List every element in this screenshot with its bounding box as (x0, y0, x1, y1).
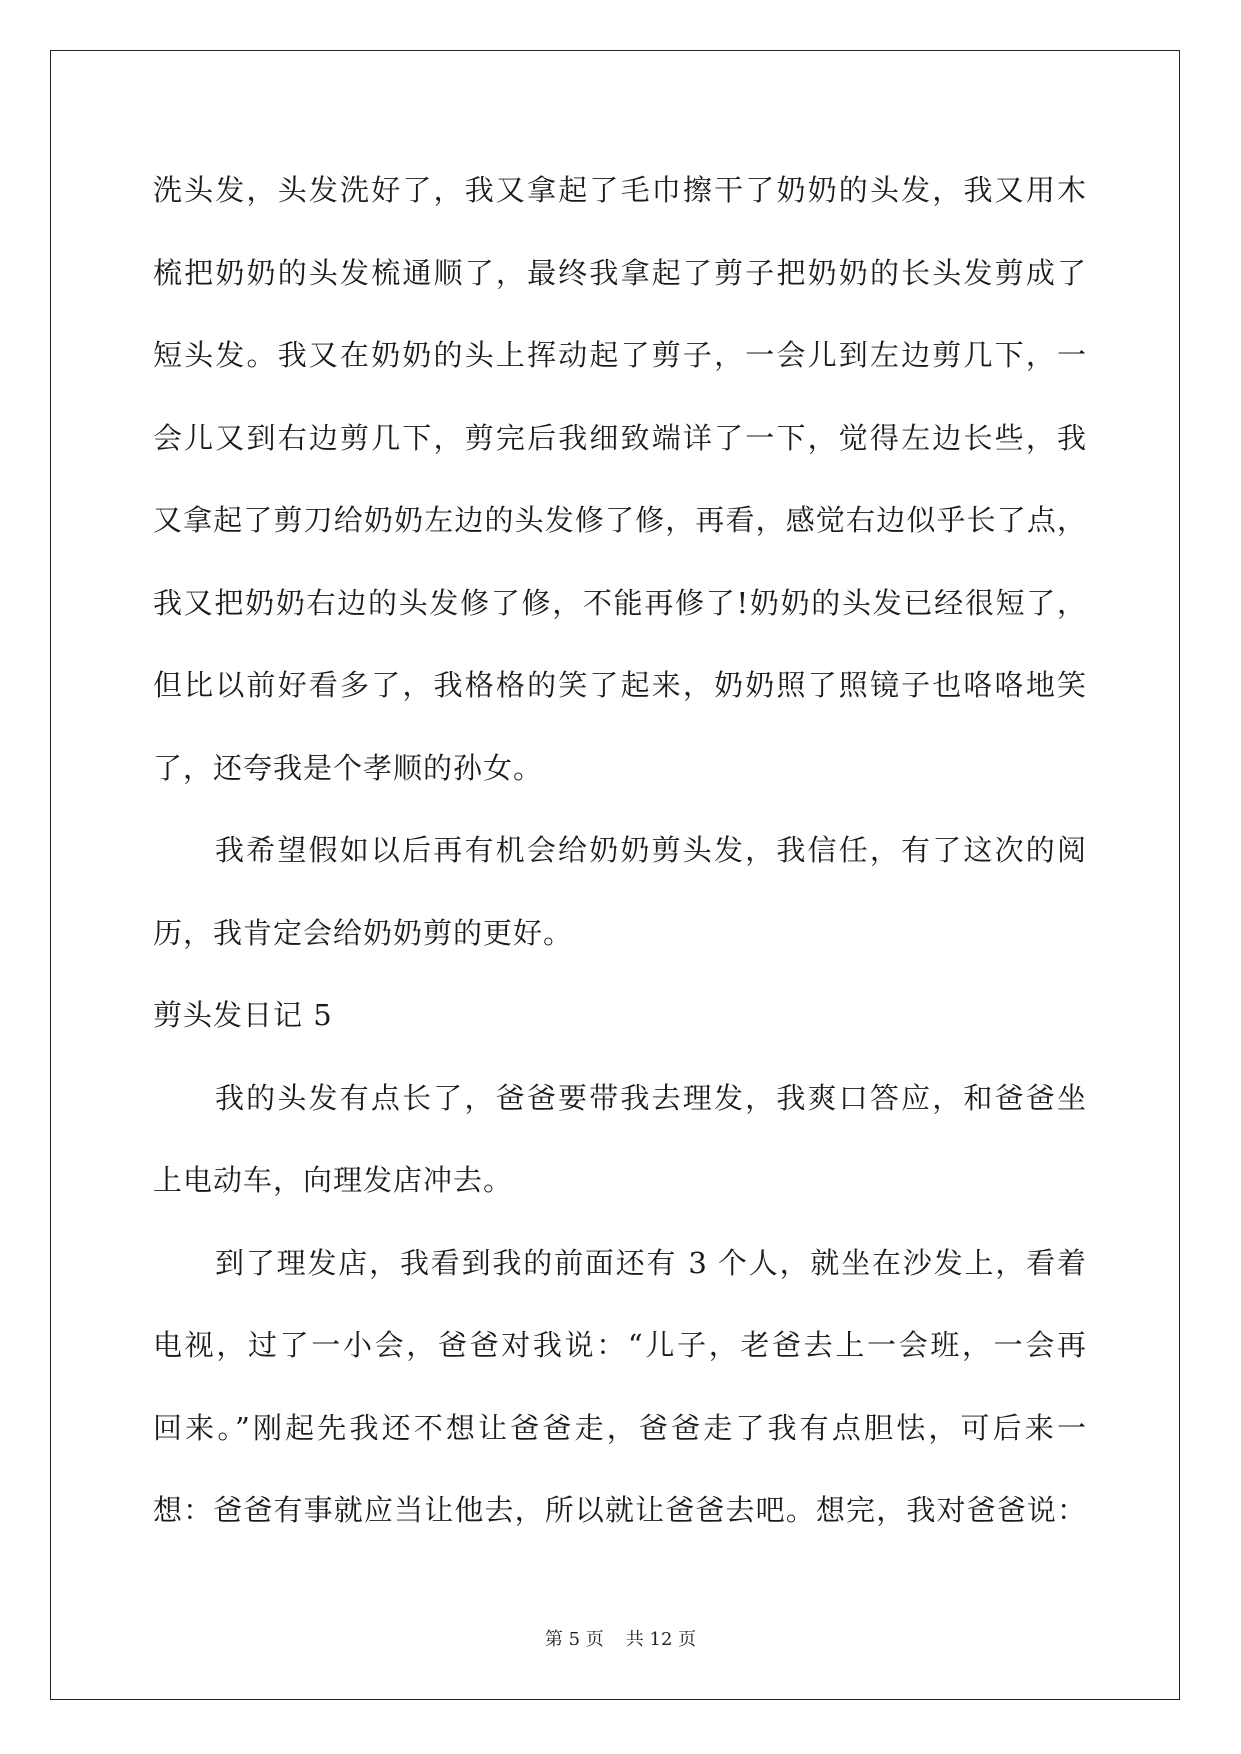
body-text-line: 短头发。我又在奶奶的头上挥动起了剪子，一会儿到左边剪几下，一 (153, 338, 1086, 372)
body-text-line: 但比以前好看多了，我格格的笑了起来，奶奶照了照镜子也咯咯地笑 (153, 668, 1086, 702)
body-text-line: 又拿起了剪刀给奶奶左边的头发修了修，再看，感觉右边似乎长了点， (153, 503, 1086, 537)
body-text-line: 了，还夸我是个孝顺的孙女。 (153, 751, 544, 785)
body-text-line: 上电动车，向理发店冲去。 (153, 1163, 514, 1197)
section-heading: 剪头发日记 5 (153, 998, 333, 1032)
body-text-line: 电视，过了一小会，爸爸对我说：“儿子，老爸去上一会班，一会再 (153, 1328, 1086, 1362)
body-text-line: 会儿又到右边剪几下，剪完后我细致端详了一下，觉得左边长些，我 (153, 421, 1086, 455)
body-text-line: 到了理发店，我看到我的前面还有 3 个人，就坐在沙发上，看着 (215, 1246, 1086, 1280)
page-border (50, 50, 1180, 1700)
total-pages-label: 共 12 页 (625, 1629, 697, 1650)
body-text-line: 我的头发有点长了，爸爸要带我去理发，我爽口答应，和爸爸坐 (215, 1081, 1086, 1115)
body-text-line: 洗头发，头发洗好了，我又拿起了毛巾擦干了奶奶的头发，我又用木 (153, 173, 1086, 207)
page-footer (0, 1628, 1241, 1652)
body-text-line: 想：爸爸有事就应当让他去，所以就让爸爸去吧。想完，我对爸爸说： (153, 1493, 1086, 1527)
body-text-line: 我又把奶奶右边的头发修了修，不能再修了!奶奶的头发已经很短了， (153, 586, 1086, 620)
body-text-line: 历，我肯定会给奶奶剪的更好。 (153, 916, 574, 950)
body-text-line: 回来。”刚起先我还不想让爸爸走，爸爸走了我有点胆怯，可后来一 (153, 1411, 1086, 1445)
body-text-line: 梳把奶奶的头发梳通顺了，最终我拿起了剪子把奶奶的长头发剪成了 (153, 256, 1086, 290)
body-text-line: 我希望假如以后再有机会给奶奶剪头发，我信任，有了这次的阅 (215, 833, 1086, 867)
current-page-label: 第 5 页 (544, 1629, 604, 1650)
